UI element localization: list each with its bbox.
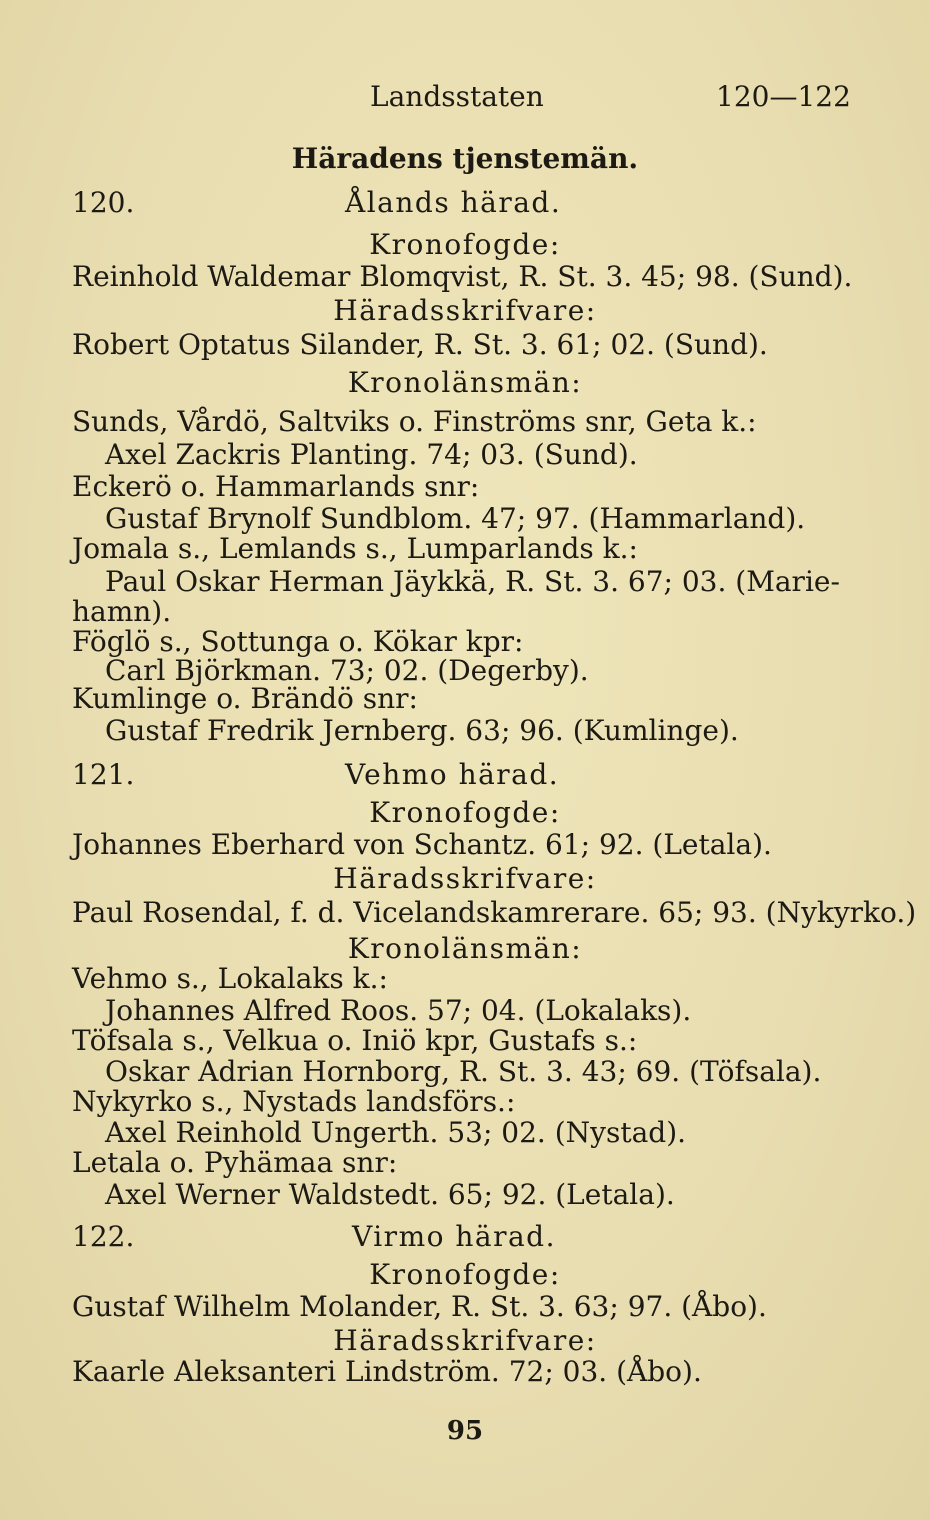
entry-line: Axel Werner Waldstedt. 65; 92. (Letala). [105, 1178, 675, 1211]
entry-line: Axel Zackris Planting. 74; 03. (Sund). [105, 438, 638, 471]
entry-line: Gustaf Fredrik Jernberg. 63; 96. (Kumlinge). [105, 714, 739, 747]
district-line: Nykyrko s., Nystads landsförs.: [72, 1085, 516, 1118]
role-haradsskrifvare: Häradsskrifvare: [333, 294, 597, 327]
entry-line: Axel Reinhold Ungerth. 53; 02. (Nystad). [105, 1116, 687, 1149]
page-heading: Häradens tjenstemän. [291, 142, 639, 175]
entry-line: Oskar Adrian Hornborg, R. St. 3. 43; 69. (Töfsala). [105, 1055, 822, 1088]
role-kronofogde: Kronofogde: [369, 796, 561, 829]
section-number-122: 122. [72, 1220, 135, 1253]
page-number: 95 [446, 1416, 484, 1446]
section-number-120: 120. [72, 186, 135, 219]
entry-line: Gustaf Brynolf Sundblom. 47; 97. (Hammarland). [105, 502, 806, 535]
role-kronofogde: Kronofogde: [369, 1258, 561, 1291]
entry-line: Reinhold Waldemar Blomqvist, R. St. 3. 45; 98. (Sund). [72, 260, 853, 293]
running-head-section: Landsstaten [370, 80, 544, 113]
role-haradsskrifvare: Häradsskrifvare: [333, 1324, 597, 1357]
section-title-121: Vehmo härad. [345, 758, 560, 791]
entry-line: Kaarle Aleksanteri Lindström. 72; 03. (Åbo). [72, 1355, 702, 1388]
entry-line: Gustaf Wilhelm Molander, R. St. 3. 63; 97. (Åbo). [72, 1290, 767, 1323]
entry-line: Johannes Eberhard von Schantz. 61; 92. (Letala). [72, 828, 772, 861]
role-kronolansman: Kronolänsmän: [347, 932, 583, 965]
entry-line-continued: hamn). [72, 595, 172, 628]
entry-line: Carl Björkman. 73; 02. (Degerby). [105, 654, 589, 687]
district-line: Kumlinge o. Brändö snr: [72, 682, 418, 715]
role-kronofogde: Kronofogde: [369, 228, 561, 261]
section-title-120: Ålands härad. [345, 186, 562, 219]
district-line: Vehmo s., Lokalaks k.: [72, 962, 388, 995]
section-title-122: Virmo härad. [352, 1220, 557, 1253]
district-line: Töfsala s., Velkua o. Iniö kpr, Gustafs s.: [72, 1024, 638, 1057]
role-haradsskrifvare: Häradsskrifvare: [333, 862, 597, 895]
entry-line: Paul Oskar Herman Jäykkä, R. St. 3. 67; 03. (Marie- [105, 565, 840, 598]
role-kronolansman: Kronolänsmän: [347, 366, 583, 399]
entry-line: Paul Rosendal, f. d. Vicelandskamrerare. 65; 93. (Nykyrko.) [72, 896, 917, 929]
district-line: Föglö s., Sottunga o. Kökar kpr: [72, 625, 524, 658]
district-line: Eckerö o. Hammarlands snr: [72, 470, 480, 503]
section-number-121: 121. [72, 758, 135, 791]
district-line: Jomala s., Lemlands s., Lumparlands k.: [72, 532, 638, 565]
entry-line: Robert Optatus Silander, R. St. 3. 61; 02. (Sund). [72, 328, 768, 361]
district-line: Letala o. Pyhämaa snr: [72, 1146, 398, 1179]
running-head-range: 120—122 [716, 80, 851, 113]
entry-line: Johannes Alfred Roos. 57; 04. (Lokalaks). [105, 994, 692, 1027]
district-line: Sunds, Vårdö, Saltviks o. Finströms snr, Geta k.: [72, 405, 757, 438]
